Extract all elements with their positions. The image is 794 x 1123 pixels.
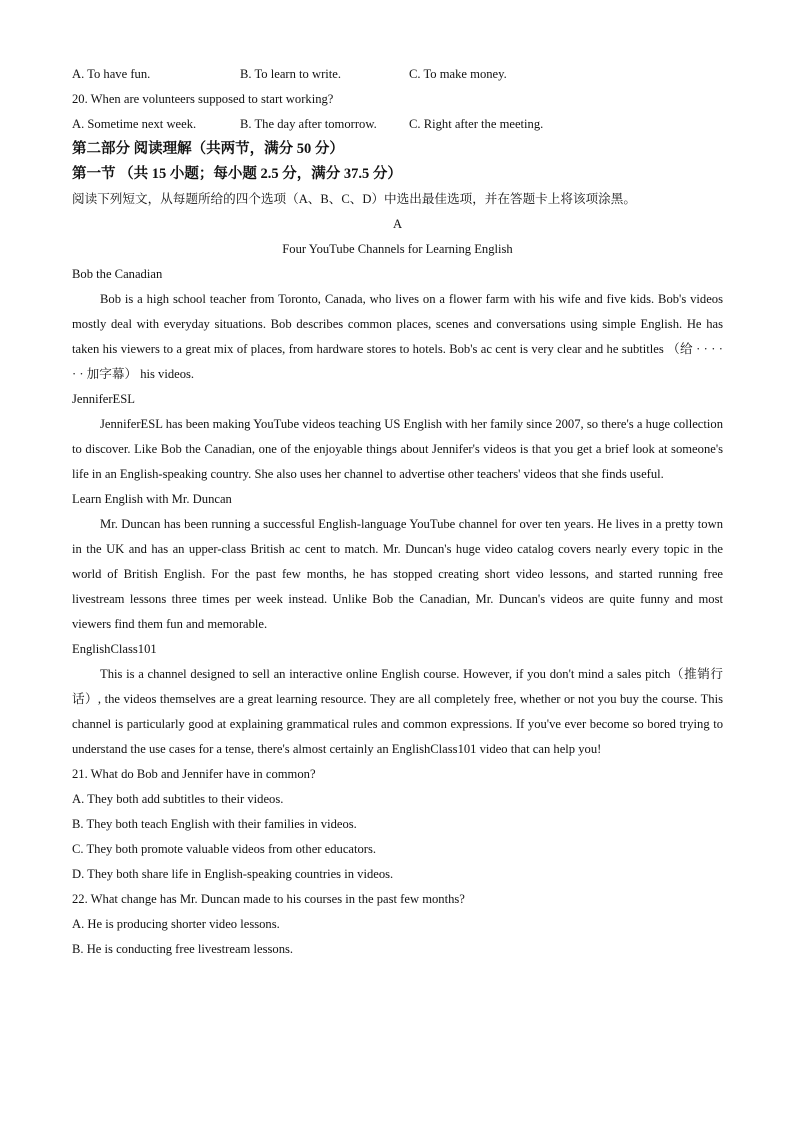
section-title: 第二部分 阅读理解（共两节，满分 50 分） (72, 141, 344, 157)
section-instruction: 阅读下列短文，从每题所给的四个选项（A、B、C、D）中选出最佳选项，并在答题卡上将该项涂黑。 (72, 192, 636, 206)
q21-stem: 21. What do Bob and Jennifer have in common? (72, 767, 316, 781)
section-subtitle: 第一节 （共 15 小题；每小题 2.5 分，满分 37.5 分） (72, 166, 402, 182)
q19-option-c: C. To make money. (409, 67, 507, 81)
section-heading-duncan: Learn English with Mr. Duncan (72, 492, 232, 506)
q20-stem: 20. When are volunteers supposed to start working? (72, 92, 334, 106)
q20-option-b: B. The day after tomorrow. (240, 117, 377, 131)
q19-options (72, 62, 723, 87)
q19-option-b: B. To learn to write. (240, 67, 342, 81)
exam-page (72, 62, 723, 962)
q21-option-d: D. They both share life in English-speaking countries in videos. (72, 867, 394, 881)
q20-option-c: C. Right after the meeting. (409, 117, 544, 131)
q21-option-b: B. They both teach English with their families in videos. (72, 817, 357, 831)
q21-option-a: A. They both add subtitles to their videos. (72, 792, 284, 806)
q22-stem: 22. What change has Mr. Duncan made to his courses in the past few months? (72, 892, 465, 906)
q19-option-a: A. To have fun. (72, 67, 151, 81)
paragraph-bob: Bob is a high school teacher from Toronto, Canada, who lives on a flower farm with his wife and five kids. Bob's videos mostly deal with everyday situations. Bob describes common places, scenes and conversations using simple English. He has taken his viewers to a great mix of places, from hardware stores to hotels. Bob's ac cent is very clear and he subtitles （给 · · · · · · 加字幕） his videos. (72, 292, 723, 381)
q22-option-b: B. He is conducting free livestream lessons. (72, 942, 294, 956)
section-heading-bob: Bob the Canadian (72, 267, 163, 281)
paragraph-jennifer: JenniferESL has been making YouTube videos teaching US English with her family since 2007, so there's a huge collection to discover. Like Bob the Canadian, one of the enjoyable things about Jennifer's videos is that you get a brief look at someone's life in an English-speaking country. She also uses her channel to advertise other teachers' videos that she finds useful. (72, 417, 723, 481)
paragraph-duncan: Mr. Duncan has been running a successful English-language YouTube channel for over ten years. He lives in a pretty town in the UK and has an upper-class British ac cent to match. Mr. Duncan's huge video catalog covers nearly every topic in the world of British English. For the past few months, he has stopped creating short video lessons, and started running free livestream lessons three times per week instead. Unlike Bob the Canadian, Mr. Duncan's videos are quite funny and most viewers find them fun and memorable. (72, 517, 723, 631)
q22-option-a: A. He is producing shorter video lessons. (72, 917, 280, 931)
q20-options (72, 112, 723, 137)
passage-title: Four YouTube Channels for Learning English (282, 242, 513, 256)
section-heading-jennifer: JenniferESL (72, 392, 135, 406)
section-heading-englishclass101: EnglishClass101 (72, 642, 157, 656)
paragraph-englishclass101: This is a channel designed to sell an interactive online English course. However, if you don't mind a sales pitch（推销行话）, the videos themselves are a great learning resource. They are all completely free, whether or not you buy the course. This channel is particularly good at explaining grammatical rules and common expressions. If you've ever become so bored trying to understand the use cases for a tense, there's almost certainly an EnglishClass101 video that can help you! (72, 667, 723, 756)
q21-option-c: C. They both promote valuable videos from other educators. (72, 842, 377, 856)
q20-option-a: A. Sometime next week. (72, 117, 197, 131)
passage-letter: A (392, 217, 403, 231)
